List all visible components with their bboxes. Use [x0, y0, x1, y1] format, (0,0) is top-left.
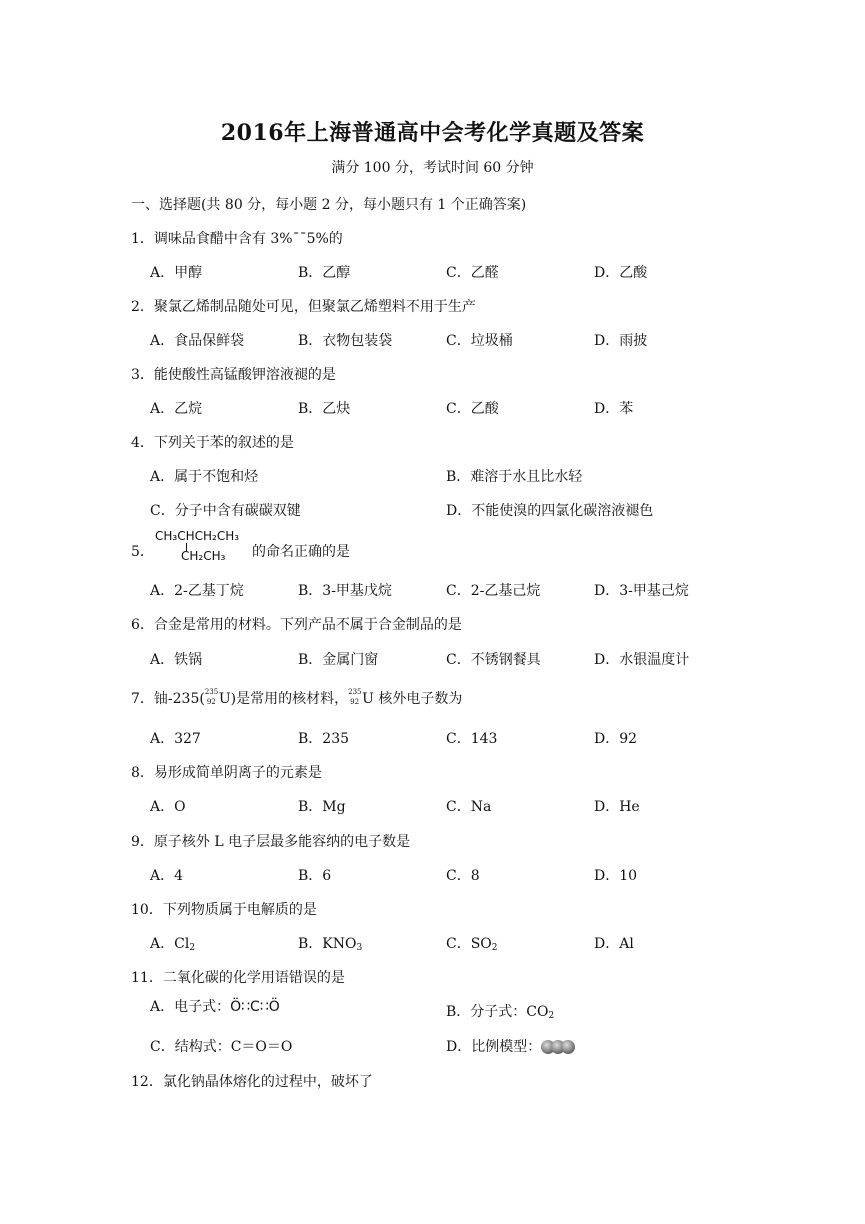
q7-option-d: D．92 [594, 731, 638, 747]
q1-option-d: D．乙酸 [594, 265, 648, 281]
q8-option-b: B．Mg [298, 799, 346, 815]
q4-option-b: B．难溶于水且比水轻 [446, 469, 583, 485]
q10-a-subscript: 2 [189, 943, 196, 953]
q11-a-label: A．电子式： [150, 999, 231, 1015]
q3-option-b: B．乙炔 [298, 401, 351, 417]
q5-option-b: B．3-甲基戊烷 [298, 583, 392, 599]
question-5-stem: 的命名正确的是 [252, 544, 350, 560]
q10-b-text: B．KNO [298, 936, 357, 952]
q10-c-text: C．SO [446, 936, 492, 952]
formula-main-chain: CH₃CHCH₂CH₃ [155, 529, 240, 543]
question-5-number: 5． [131, 544, 154, 560]
q9-option-c: C．8 [446, 868, 480, 884]
question-7-stem [131, 688, 462, 708]
q6-option-b: B．金属门窗 [298, 652, 379, 668]
structural-formula [155, 529, 240, 563]
question-2-stem: 2．聚氯乙烯制品随处可见，但聚氯乙烯塑料不用于生产 [131, 299, 476, 315]
q4-option-d: D．不能使溴的四氯化碳溶液褪色 [446, 503, 654, 519]
question-10-stem: 10．下列物质属于电解质的是 [131, 902, 317, 918]
q7-prefix: 7．铀-235( [131, 691, 205, 707]
question-9-stem: 9．原子核外 L 电子层最多能容纳的电子数是 [131, 834, 411, 850]
q9-option-a: A．4 [150, 868, 184, 884]
q10-b-subscript: 3 [356, 943, 363, 953]
q6-option-c: C．不锈钢餐具 [446, 652, 541, 668]
q8-option-a: A．O [150, 799, 186, 815]
q1-option-a: A．甲醇 [150, 265, 203, 281]
q9-option-d: D．10 [594, 868, 638, 884]
q4-option-a: A．属于不饱和烃 [150, 469, 259, 485]
question-12-stem: 12．氯化钠晶体熔化的过程中，破坏了 [131, 1074, 373, 1090]
q7-middle: )是常用的核材料， [230, 691, 349, 707]
q9-option-b: B．6 [298, 868, 332, 884]
q10-option-d: D．Al [594, 936, 634, 952]
section-heading: 一、选择题(共 80 分，每小题 2 分，每小题只有 1 个正确答案) [131, 197, 527, 213]
q6-option-a: A．铁锅 [150, 652, 203, 668]
q5-option-d: D．3-甲基己烷 [594, 583, 689, 599]
q11-option-c: C．结构式：C＝O＝O [150, 1039, 293, 1055]
mass-number-2: 235 [348, 688, 362, 696]
q11-b-text: B．分子式：CO [446, 1004, 549, 1020]
formula-branch: CH₂CH₃ [181, 549, 226, 563]
q2-option-b: B．衣物包装袋 [298, 333, 393, 349]
q8-option-d: D．He [594, 799, 640, 815]
question-3-stem: 3．能使酸性高锰酸钾溶液褪的是 [131, 367, 336, 383]
uranium-nuclide-2 [348, 688, 362, 706]
q10-option-c [446, 933, 498, 953]
q1-option-c: C．乙醛 [446, 265, 499, 281]
q5-option-a: A．2-乙基丁烷 [150, 583, 244, 599]
page-title: 2016年上海普通高中会考化学真题及答案 [220, 120, 645, 146]
q3-option-c: C．乙酸 [446, 401, 499, 417]
q11-option-a [150, 996, 280, 1016]
space-filling-model-icon [541, 1039, 575, 1055]
q7-suffix: 核外电子数为 [378, 691, 463, 707]
q3-option-d: D．苯 [594, 401, 634, 417]
element-symbol-2: U [362, 691, 374, 707]
electron-dot-formula: Ö∷C∷Ö [230, 999, 280, 1015]
q6-option-d: D．水银温度计 [594, 652, 690, 668]
q7-option-b: B．235 [298, 731, 350, 747]
q10-c-subscript: 2 [491, 943, 498, 953]
q2-option-d: D．雨披 [594, 333, 648, 349]
mass-number: 235 [204, 688, 219, 696]
q10-a-text: A．Cl [150, 936, 190, 952]
atomic-number-2: 92 [350, 698, 360, 706]
q11-b-subscript: 2 [548, 1011, 555, 1021]
q5-option-c: C．2-乙基己烷 [446, 583, 541, 599]
question-8-stem: 8．易形成简单阴离子的元素是 [131, 765, 322, 781]
question-1-stem: 1．调味品食醋中含有 3%¯¯5%的 [131, 231, 343, 247]
q11-option-d [446, 1036, 575, 1056]
q3-option-a: A．乙烷 [150, 401, 203, 417]
q7-option-a: A．327 [150, 731, 201, 747]
q7-option-c: C．143 [446, 731, 498, 747]
uranium-nuclide [204, 688, 219, 706]
exam-subtitle: 满分 100 分，考试时间 60 分钟 [331, 160, 534, 176]
question-6-stem: 6．合金是常用的材料。下列产品不属于合金制品的是 [131, 617, 462, 633]
q1-option-b: B．乙醇 [298, 265, 351, 281]
q10-option-a [150, 933, 195, 953]
q11-option-b [446, 1001, 554, 1021]
q8-option-c: C．Na [446, 799, 492, 815]
q10-option-b [298, 933, 362, 953]
q4-option-c: C．分子中含有碳碳双键 [150, 503, 301, 519]
atomic-number: 92 [206, 698, 216, 706]
element-symbol: U [218, 691, 231, 707]
q2-option-a: A．食品保鲜袋 [150, 333, 245, 349]
q2-option-c: C．垃圾桶 [446, 333, 513, 349]
question-4-stem: 4．下列关于苯的叙述的是 [131, 435, 294, 451]
q11-d-label: D．比例模型： [446, 1039, 542, 1055]
question-11-stem: 11．二氧化碳的化学用语错误的是 [131, 970, 345, 986]
